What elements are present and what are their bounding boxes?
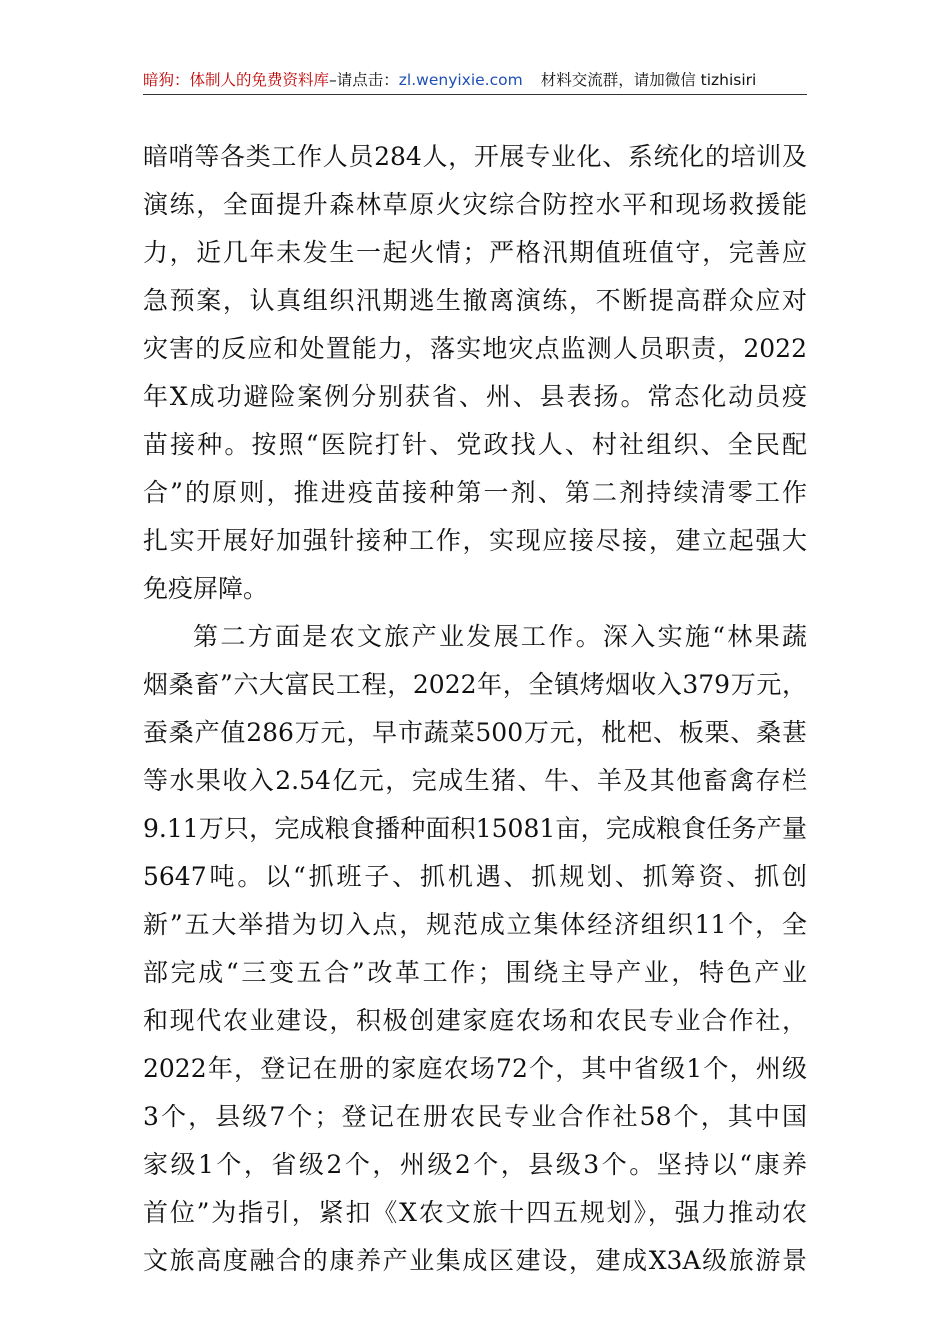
text-line: 苗接种。按照“医院打针、党政找人、村社组织、全民配 <box>143 430 807 459</box>
text-line: 年X成功避险案例分别获省、州、县表扬。常态化动员疫 <box>143 382 807 411</box>
text-line: 5647吨。以“抓班子、抓机遇、抓规划、抓筹资、抓创 <box>143 862 807 891</box>
text-line: 新”五大举措为切入点，规范成立集体经济组织11个，全 <box>143 910 807 939</box>
text-line: 灾害的反应和处置能力，落实地灾点监测人员职责，2022 <box>143 334 807 363</box>
header-prompt: –请点击： <box>329 71 399 89</box>
header-link[interactable]: zl.wenyixie.com <box>398 71 523 89</box>
text-line: 首位”为指引，紧扣《X农文旅十四五规划》，强力推动农 <box>143 1198 807 1227</box>
header-title: 暗狗：体制人的免费资料库 <box>143 71 330 89</box>
text-line: 蚕桑产值286万元，早市蔬菜500万元，枇杷、板栗、桑葚 <box>143 718 807 747</box>
document-body <box>143 133 807 1285</box>
text-line: 扎实开展好加强针接种工作，实现应接尽接，建立起强大 <box>143 526 807 555</box>
text-line: 等水果收入2.54亿元，完成生猪、牛、羊及其他畜禽存栏 <box>143 766 807 795</box>
text-line: 和现代农业建设，积极创建家庭农场和农民专业合作社， <box>143 1006 807 1035</box>
text-line: 演练，全面提升森林草原火灾综合防控水平和现场救援能 <box>143 190 807 219</box>
page-header <box>143 66 807 95</box>
text-line: 家级1个，省级2个，州级2个，县级3个。坚持以“康养 <box>143 1150 807 1179</box>
text-line: 部完成“三变五合”改革工作；围绕主导产业，特色产业 <box>143 958 807 987</box>
text-line: 急预案，认真组织汛期逃生撤离演练，不断提高群众应对 <box>143 286 807 315</box>
text-line: 暗哨等各类工作人员284人，开展专业化、系统化的培训及 <box>143 142 807 171</box>
text-line: 烟桑畜”六大富民工程，2022年，全镇烤烟收入379万元， <box>143 670 807 699</box>
text-line: 2022年，登记在册的家庭农场72个，其中省级1个，州级 <box>143 1054 807 1083</box>
header-note: 材料交流群，请加微信 tizhisiri <box>540 71 757 89</box>
text-line: 9.11万只，完成粮食播种面积15081亩，完成粮食任务产量 <box>143 814 807 843</box>
text-line: 免疫屏障。 <box>143 574 269 603</box>
text-line: 合”的原则，推进疫苗接种第一剂、第二剂持续清零工作 <box>143 478 807 507</box>
text-line: 力，近几年未发生一起火情；严格汛期值班值守，完善应 <box>143 238 807 267</box>
paragraph-start-line: 第二方面是农文旅产业发展工作。深入实施“林果蔬 <box>193 622 807 651</box>
text-line: 3个，县级7个；登记在册农民专业合作社58个，其中国 <box>143 1102 807 1131</box>
text-line: 文旅高度融合的康养产业集成区建设，建成X3A级旅游景 <box>143 1246 807 1275</box>
